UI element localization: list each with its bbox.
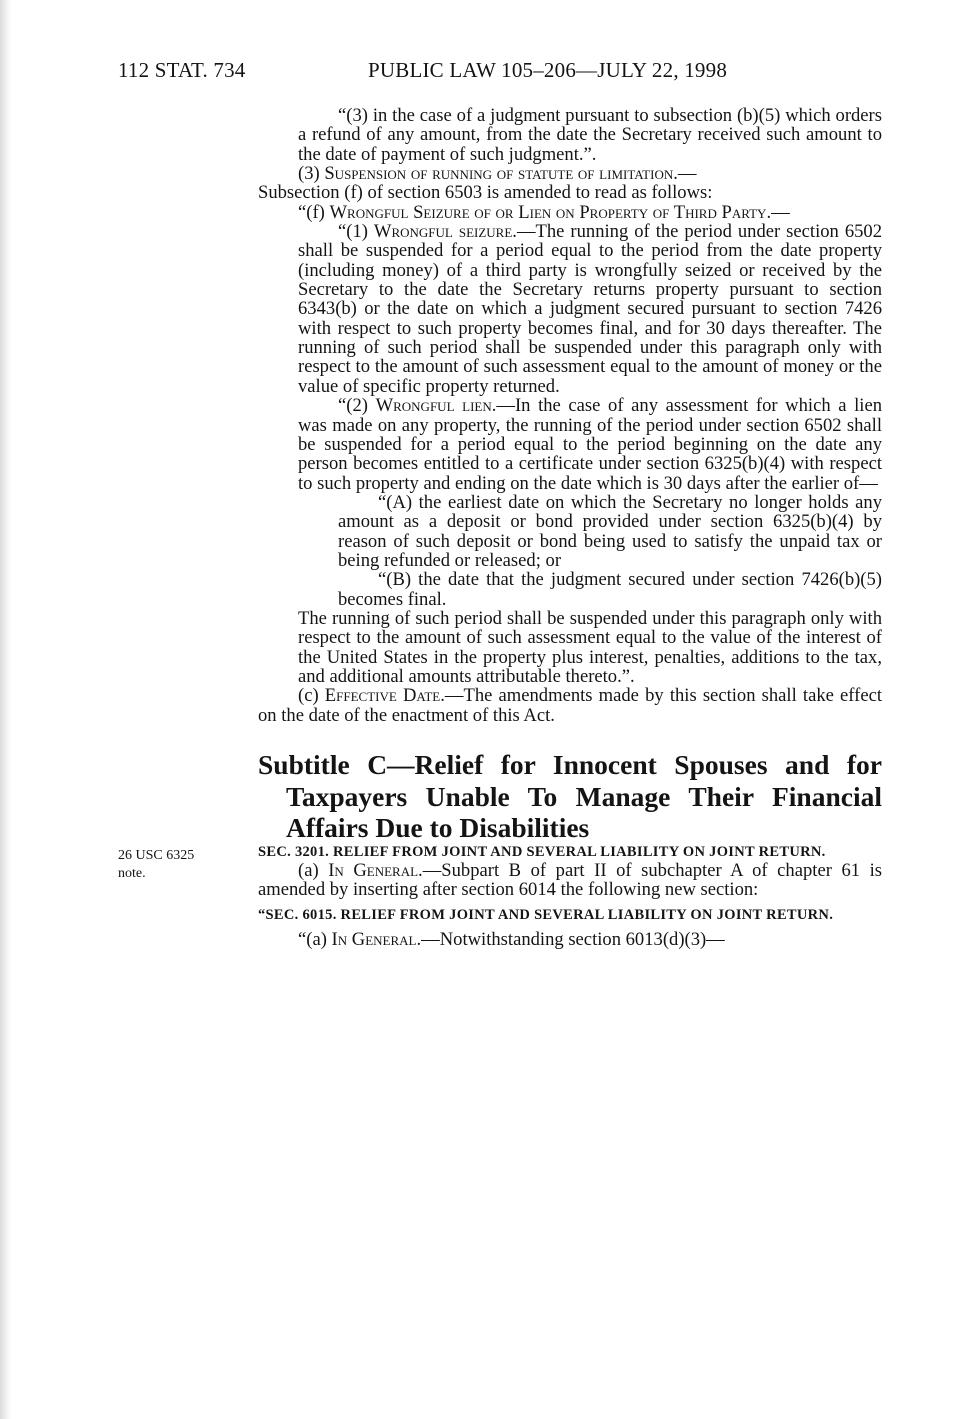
para-number: (c)	[298, 685, 325, 707]
para-number: “(a)	[298, 929, 332, 951]
paragraph-in-general	[258, 861, 882, 900]
para-text: —Subpart B of part II of subchapter A of chapter 61 is amended by inserting after section 6014 the following new section:	[258, 859, 882, 900]
para-number: (3)	[298, 163, 325, 185]
para-number: (a)	[298, 859, 329, 881]
para-heading: Suspension of running of statute of limitation.	[324, 163, 678, 185]
paragraph-in-general-6015	[258, 930, 882, 949]
stat-page-number: 112 STAT. 734	[118, 58, 246, 82]
para-text: —The running of the period under section 6502 shall be suspended for a period equal to the period from the date property (including money) of a third party is wrongfully seized or received by the Secretary to the date the Secretary returns property pursuant to section 6343(b) or the date on which a judgment secured pursuant to section 7426 with respect to such property becomes final, and for 30 days thereafter. The running of such period shall be suspended under this paragraph only with respect to the amount of such assessment equal to the amount of money or the value of specific property returned.	[298, 221, 883, 397]
margin-note	[118, 847, 238, 883]
section-6015-heading: “SEC. 6015. RELIEF FROM JOINT AND SEVERAL LIABILITY ON JOINT RETURN.	[258, 907, 834, 924]
para-text: —The amendments made by this section shall take effect on the date of the enactment of this Act.	[258, 685, 882, 726]
para-heading: In General.	[328, 859, 423, 881]
paragraph-judgment-refund: “(3) in the case of a judgment pursuant to subsection (b)(5) which orders a refund of any amount, from the date the Secretary received such amount to the date of payment of such judgment.”.	[298, 105, 882, 165]
margin-note-citation: 26 USC 6325	[118, 848, 195, 863]
main-text	[258, 106, 882, 950]
paragraph-subsection-f	[258, 203, 882, 222]
subtitle-heading: Subtitle C—Relief for Innocent Spouses and for Taxpayers Unable To Manage Their Financial Affairs Due to Disabilities	[258, 749, 882, 843]
paragraph-wrongful-lien	[258, 396, 882, 493]
para-number: “(2)	[338, 395, 376, 417]
para-heading: Wrongful lien.	[375, 395, 497, 417]
para-heading: In General.	[331, 929, 422, 951]
em-dash: —	[771, 201, 790, 223]
para-number: “(f)	[298, 201, 330, 223]
para-heading: Wrongful Seizure of or Lien on Property of Third Party.	[329, 201, 772, 223]
em-dash: —	[677, 163, 697, 185]
law-title-date: PUBLIC LAW 105–206—JULY 22, 1998	[368, 58, 728, 82]
para-number: “(1)	[338, 221, 374, 243]
paragraph-suspension	[258, 164, 882, 203]
para-text: Subsection (f) of section 6503 is amended to read as follows:	[258, 182, 713, 204]
subparagraph-a: “(A) the earliest date on which the Secretary no longer holds any amount as a deposit or bond provided under section 6325(b)(4) by reason of such deposit or bond being used to satisfy the unpaid tax or being refunded or released; or	[338, 491, 882, 571]
scan-edge	[0, 0, 12, 1419]
margin-note-label: note.	[118, 866, 146, 881]
paragraph-wrongful-seizure	[258, 222, 882, 396]
paragraph-running-period: The running of such period shall be suspended under this paragraph only with respect to the amount of such assessment equal to the value of the interest of the United States in the property plus interest, penalties, additions to the tax, and additional amounts attributable thereto.”.	[298, 607, 882, 687]
paragraph-effective-date	[258, 686, 882, 725]
para-text: —Notwithstanding section 6013(d)(3)—	[421, 929, 725, 951]
para-heading: Effective Date.	[324, 685, 445, 707]
para-text: —In the case of any assessment for which a lien was made on any property, the running of the period under section 6502 shall be suspended for a period equal to the period beginning on the date any person becomes entitled to a certificate under section 6325(b)(4) with respect to such property and ending on the date which is 30 days after the earlier of—	[298, 395, 882, 494]
section-3201-heading: SEC. 3201. RELIEF FROM JOINT AND SEVERAL LIABILITY ON JOINT RETURN.	[258, 843, 826, 860]
subparagraph-b: “(B) the date that the judgment secured under section 7426(b)(5) becomes final.	[338, 569, 882, 610]
page-header	[118, 58, 818, 88]
para-heading: Wrongful seizure.	[373, 221, 517, 243]
